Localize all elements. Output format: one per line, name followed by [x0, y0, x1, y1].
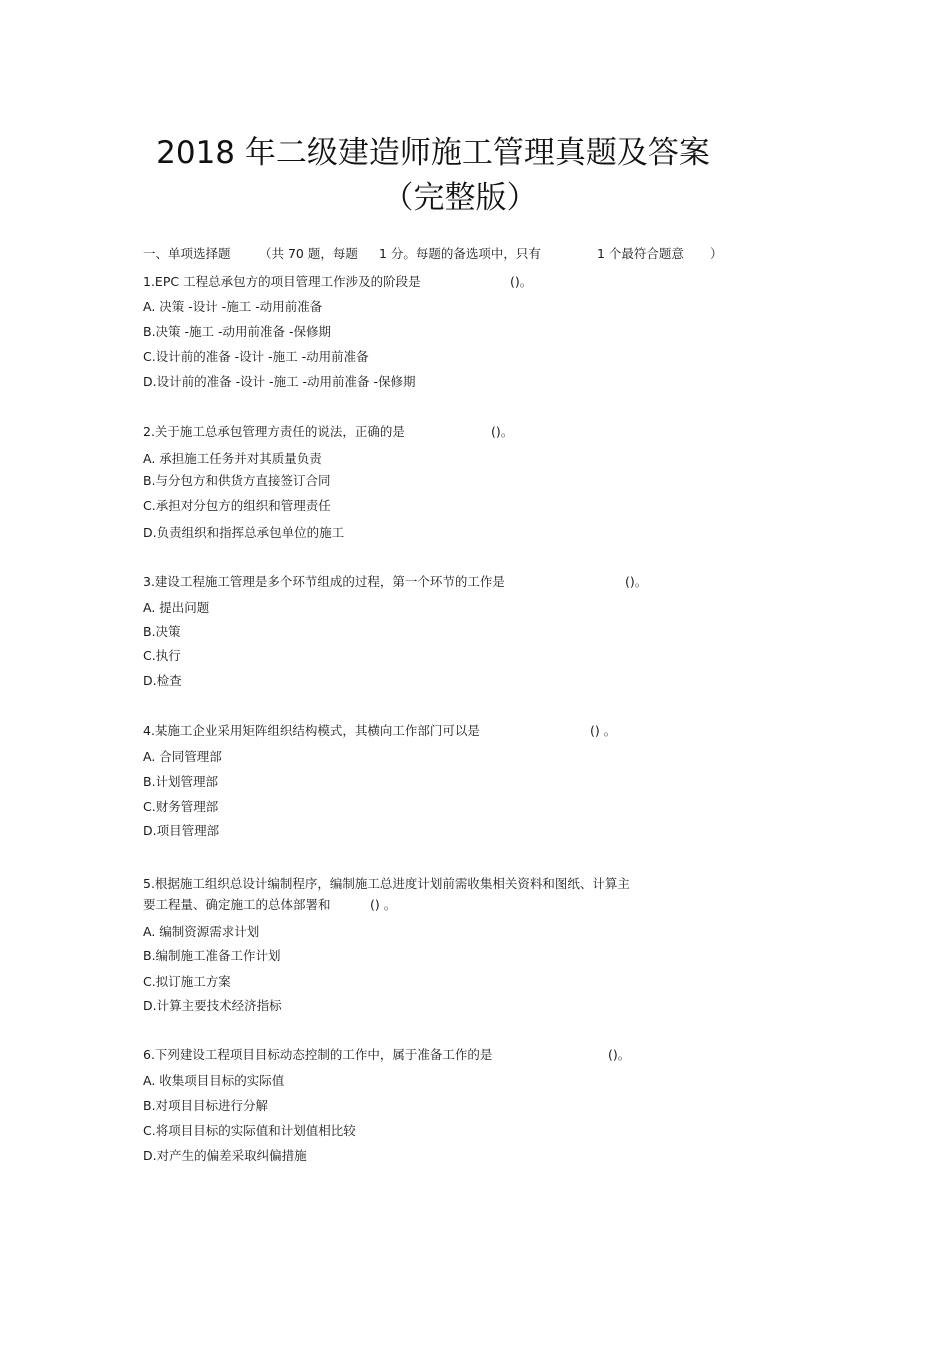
option-d: D.计算主要技术经济指标	[143, 998, 282, 1013]
section-note-d: ）	[710, 246, 723, 261]
section-note-c: 1 个最符合题意	[597, 246, 684, 261]
option-c: C.将项目目标的实际值和计划值相比较	[143, 1123, 356, 1138]
section-note-a: （共 70 题，每题	[259, 246, 358, 261]
option-d: D.项目管理部	[143, 823, 220, 838]
answer-blank: () 。	[590, 723, 617, 738]
option-c: C.财务管理部	[143, 799, 219, 814]
option-b: B.对项目目标进行分解	[143, 1098, 269, 1113]
option-d: D.负责组织和指挥总承包单位的施工	[143, 525, 345, 540]
option-a: A. 编制资源需求计划	[143, 924, 260, 939]
option-b: B.计划管理部	[143, 774, 219, 789]
option-c: C.设计前的准备 -设计 -施工 -动用前准备	[143, 349, 369, 364]
option-b: B.决策	[143, 624, 181, 639]
option-a: A. 承担施工任务并对其质量负责	[143, 451, 322, 466]
question-stem: 5.根据施工组织总设计编制程序，编制施工总进度计划前需收集相关资料和图纸、计算主	[143, 876, 630, 891]
answer-blank: ()。	[491, 424, 514, 439]
document-page: 2018 年二级建造师施工管理真题及答案 （完整版） 一、单项选择题 （共 70 题，每题 1 分。每题的备选项中，只有 1 个最符合题意 ） 1.EPC 工程总承包方的项目管理工作涉及的阶段是 ()。 A. 决策 -设计 -施工 -动用前准备 B.决策 -施工 -动用前准备 -保修期 C.设计前的准备 -设计 -施工 -动用前准备 D.设计前的准备 -设计 -施工 -动用前准备 -保修期 2.关于施工总承包管理方责任的说法，正确的是 ()。 A. 承担施工任务并对其质量负责 B.与分包方和供货方直接签订合同 C.承担对分包方的组织和管理责任 D.负责组织和指挥总承包单位的施工 3.建设工程施工管理是多个环节组成的过程，第一个环节的工作是 ()。 A. 提出问题 B.决策 C.执行 D.检查 4.某施工企业采用矩阵组织结构模式，其横向工作部门可以是 () 。 A. 合同管理部 B.计划管理部 C.财务管理部 D.项目管理部 5.根据施工组织总设计编制程序，编制施工总进度计划前需收集相关资料和图纸、计算主 要工程量、确定施工的总体部署和 () 。 A. 编制资源需求计划 B.编制施工准备工作计划 C.拟订施工方案 D.计算主要技术经济指标 6.下列建设工程项目目标动态控制的工作中，属于准备工作的是 ()。 A. 收集项目目标的实际值 B.对项目目标进行分解 C.将项目目标的实际值和计划值相比较 D.对产生的偏差采取纠偏措施	[0, 0, 950, 1345]
document-subtitle: （完整版）	[382, 180, 538, 216]
section-note-b: 1 分。每题的备选项中，只有	[379, 246, 541, 261]
option-a: A. 收集项目目标的实际值	[143, 1073, 285, 1088]
answer-blank: ()。	[608, 1047, 631, 1062]
option-d: D.检查	[143, 673, 182, 688]
option-b: B.决策 -施工 -动用前准备 -保修期	[143, 324, 332, 339]
answer-blank: ()。	[510, 274, 533, 289]
option-c: C.执行	[143, 648, 181, 663]
answer-blank: ()。	[625, 574, 648, 589]
section-label: 一、单项选择题	[143, 246, 231, 261]
option-c: C.承担对分包方的组织和管理责任	[143, 498, 331, 513]
option-d: D.设计前的准备 -设计 -施工 -动用前准备 -保修期	[143, 374, 416, 389]
option-b: B.编制施工准备工作计划	[143, 948, 281, 963]
answer-blank: () 。	[370, 897, 397, 912]
option-b: B.与分包方和供货方直接签订合同	[143, 473, 331, 488]
option-a: A. 决策 -设计 -施工 -动用前准备	[143, 299, 323, 314]
option-a: A. 合同管理部	[143, 749, 222, 764]
option-c: C.拟订施工方案	[143, 974, 231, 989]
document-title: 2018 年二级建造师施工管理真题及答案	[156, 135, 710, 171]
option-a: A. 提出问题	[143, 600, 210, 615]
option-d: D.对产生的偏差采取纠偏措施	[143, 1148, 307, 1163]
